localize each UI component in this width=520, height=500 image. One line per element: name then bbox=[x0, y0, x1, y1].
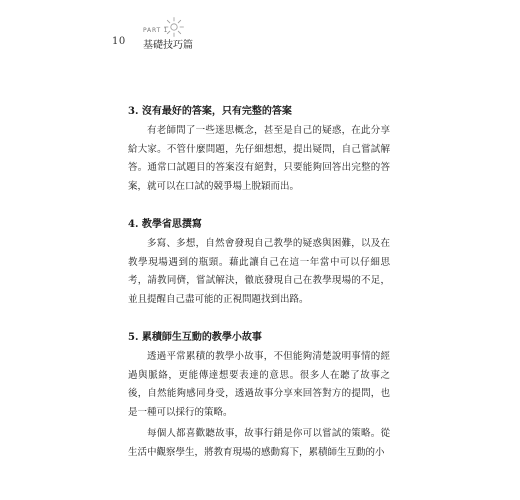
section-teaching-reflection bbox=[128, 217, 390, 309]
section-teaching-stories bbox=[128, 330, 390, 462]
page-header bbox=[0, 0, 520, 60]
paragraph: 有老師問了一些迷思概念，甚至是自己的疑惑，在此分享給大家。不管什麼問題，先仔細想想，提出疑問，自己嘗試解答。通常口試題目的答案沒有絕對，只要能夠回答出完整的答案，就可以在口試的競爭場上脫穎而出。 bbox=[128, 125, 390, 192]
page-body bbox=[128, 104, 390, 483]
paragraph: 多寫、多想，自然會發現自己教學的疑惑與困難，以及在教學現場遇到的瓶頸。藉此讓自己在這一年當中可以仔細思考，請教同儕，嘗試解決，徹底發現自己在教學現場的不足，並且提醒自己盡可能的正視問題找到出路。 bbox=[128, 238, 390, 305]
paragraph: 透過平常累積的教學小故事，不但能夠清楚說明事情的經過與脈絡，更能傳達想要表達的意思。很多人在聽了故事之後，自然能夠感同身受，透過故事分享來回答對方的提問，也是一種可以採行的策略。 bbox=[128, 351, 390, 418]
section-heading: 4. 教學省思撰寫 bbox=[128, 219, 202, 230]
part-label: PART 1 bbox=[143, 27, 169, 34]
section-heading: 3. 沒有最好的答案，只有完整的答案 bbox=[128, 106, 292, 117]
section-heading: 5. 累積師生互動的教學小故事 bbox=[128, 332, 262, 343]
chapter-title: 基礎技巧篇 bbox=[143, 40, 193, 51]
section-no-best-answer bbox=[128, 104, 390, 196]
page-number: 10 bbox=[112, 36, 126, 47]
paragraph: 每個人都喜歡聽故事，故事行銷是你可以嘗試的策略。從生活中觀察學生，將教育現場的感動寫下，累積師生互動的小 bbox=[128, 428, 390, 458]
